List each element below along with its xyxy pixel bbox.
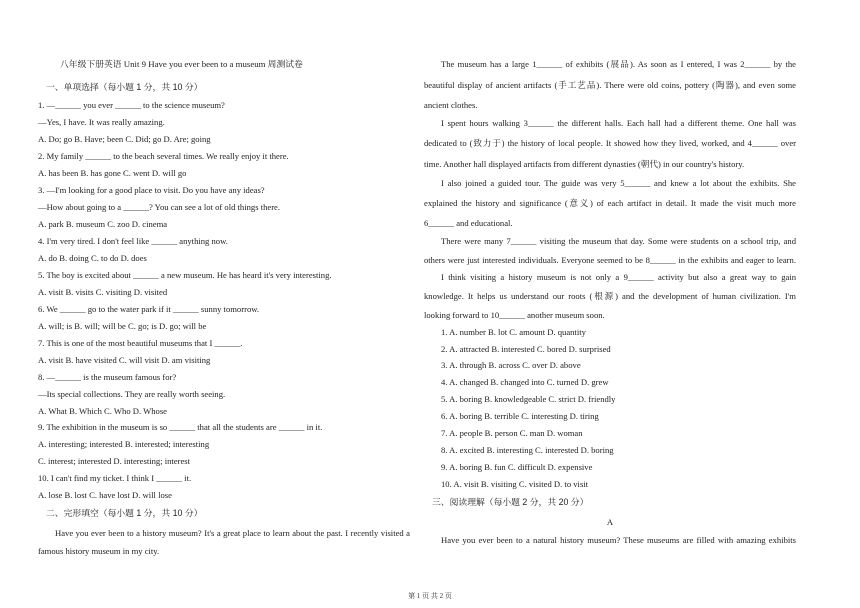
cloze-option-line: 2. A. attracted B. interested C. bored D. surprised [441,344,611,354]
cloze-passage-line: I think visiting a history museum is not only a 9______ activity but also a great way to gain [441,272,796,282]
section-heading-reading: 三、阅读理解（每小题 2 分，共 20 分） [432,497,589,507]
question-line: 1. —______ you ever ______ to the science museum? [38,100,225,110]
cloze-option-line: 7. A. people B. person C. man D. woman [441,428,583,438]
cloze-option-line: 10. A. visit B. visiting C. visited D. to visit [441,479,589,489]
question-line: —Yes, I have. It was really amazing. [38,117,165,127]
question-line: 8. —______ is the museum famous for? [38,372,177,382]
cloze-passage-line: beautiful display of ancient artifacts (手工艺品). There were old coins, pottery (陶器), and even some [424,80,796,90]
question-line: —How about going to a ______? You can see a lot of old things there. [38,202,281,212]
cloze-option-line: 6. A. boring B. terrible C. interesting D. tiring [441,411,599,421]
question-line: A. will; is B. will; will be C. go; is D. go; will be [38,321,207,331]
question-line: 7. This is one of the most beautiful museums that I ______. [38,338,243,348]
question-line: A. visit B. have visited C. will visit D. am visiting [38,355,211,365]
question-line: 6. We ______ go to the water park if it ______ sunny tomorrow. [38,304,260,314]
question-line: A. do B. doing C. to do D. does [38,253,147,263]
page-footer: 第 1 页 共 2 页 [408,592,452,600]
cloze-option-line: 3. A. through B. across C. over D. above [441,360,581,370]
question-line: A. visit B. visits C. visiting D. visited [38,287,168,297]
cloze-passage-line: I spent hours walking 3______ the different halls. Each hall had a different theme. One hall was [441,118,796,128]
question-line: A. has been B. has gone C. went D. will go [38,168,187,178]
cloze-option-line: 8. A. excited B. interesting C. interested D. boring [441,445,614,455]
question-line: A. lose B. lost C. have lost D. will lose [38,490,172,500]
cloze-intro-line: Have you ever been to a history museum? It's a great place to learn about the past. I recently visited a [55,528,410,538]
question-line: C. interest; interested D. interesting; interest [38,456,191,466]
cloze-option-line: 5. A. boring B. knowledgeable C. strict D. friendly [441,394,616,404]
question-line: 9. The exhibition in the museum is so ______ that all the students are ______ in it. [38,422,323,432]
reading-passage-line: Have you ever been to a natural history museum? These museums are filled with amazing exhibits [441,535,796,545]
cloze-intro-line: famous history museum in my city. [38,546,160,556]
cloze-passage-line: dedicated to (致力于) the history of local people. It showed how they lived, worked, and 4______ over [424,138,796,148]
exam-title: 八年级下册英语 Unit 9 Have you ever been to a museum 周测试卷 [60,59,303,69]
question-line: 3. —I'm looking for a good place to visit. Do you have any ideas? [38,185,265,195]
cloze-passage-line: knowledge. It helps us understand our roots (根源) and the development of human civilization. I'm [424,291,796,301]
question-line: A. interesting; interested B. interested; interesting [38,439,210,449]
cloze-passage-line: 6______ and educational. [424,218,513,228]
cloze-option-line: 1. A. number B. lot C. amount D. quantity [441,327,586,337]
cloze-passage-line: time. Another hall displayed artifacts from different dynasties (朝代) in our country's history. [424,159,745,169]
cloze-passage-line: I also joined a guided tour. The guide was very 5______ and knew a lot about the exhibits. She [441,178,796,188]
passage-label: A [606,517,614,527]
question-line: —Its special collections. They are really worth seeing. [38,389,226,399]
question-line: 4. I'm very tired. I don't feel like ______ anything now. [38,236,228,246]
cloze-option-line: 4. A. changed B. changed into C. turned D. grew [441,377,609,387]
question-line: A. Do; go B. Have; been C. Did; go D. Are; going [38,134,211,144]
cloze-option-line: 9. A. boring B. fun C. difficult D. expensive [441,462,593,472]
question-line: 10. I can't find my ticket. I think I ______ it. [38,473,192,483]
question-line: 2. My family ______ to the beach several times. We really enjoy it there. [38,151,289,161]
question-line: A. park B. museum C. zoo D. cinema [38,219,168,229]
cloze-passage-line: looking forward to 10______ another museum soon. [424,310,605,320]
section-heading-multiple-choice: 一、单项选择（每小题 1 分，共 10 分） [46,82,203,92]
cloze-passage-line: The museum has a large 1______ of exhibits (展品). As soon as I entered, I was 2______ by the [441,59,796,69]
cloze-passage-line: explained the history and significance (意义) of each artifact in detail. It made the visit much more [424,198,796,208]
question-line: A. What B. Which C. Who D. Whose [38,406,167,416]
cloze-passage-line: others were just interested individuals. Everyone seemed to be 8______ in the exhibits and eager to learn. [424,255,796,265]
cloze-passage-line: ancient clothes. [424,100,478,110]
cloze-passage-line: There were many 7______ visiting the museum that day. Some were students on a school trip, and [441,236,796,246]
question-line: 5. The boy is excited about ______ a new museum. He has heard it's very interesting. [38,270,332,280]
section-heading-cloze: 二、完形填空（每小题 1 分，共 10 分） [46,508,203,518]
